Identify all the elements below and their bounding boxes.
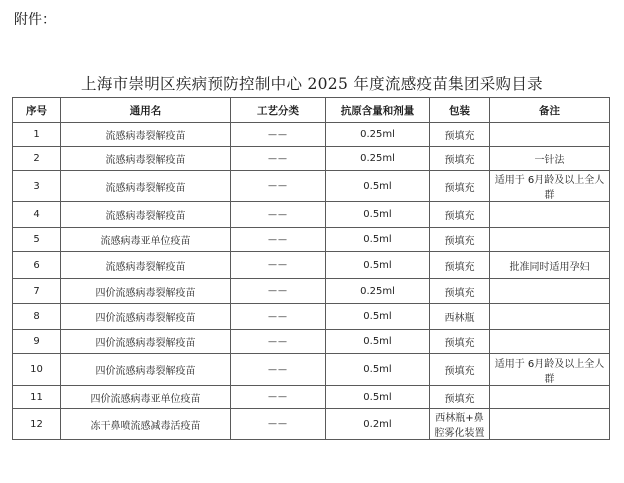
package-type-cell: 预填充 [430, 228, 490, 252]
vaccine-name-cell: 四价流感病毒裂解疫苗 [61, 330, 231, 354]
row-number-cell: 6 [13, 252, 61, 279]
vaccine-name-cell: 流感病毒裂解疫苗 [61, 252, 231, 279]
table-row [13, 304, 610, 330]
notes-cell: 适用于 6月龄及以上全人群 [490, 171, 610, 202]
header-notes: 备注 [490, 98, 610, 123]
process-class-cell: —— [231, 304, 326, 330]
row-number-cell: 5 [13, 228, 61, 252]
antigen-dose-cell: 0.25ml [326, 123, 430, 147]
antigen-dose-cell: 0.5ml [326, 171, 430, 202]
row-number-cell: 12 [13, 409, 61, 440]
antigen-dose-cell: 0.5ml [326, 330, 430, 354]
header-no: 序号 [13, 98, 61, 123]
notes-cell [490, 228, 610, 252]
vaccine-name-cell: 四价流感病毒裂解疫苗 [61, 354, 231, 386]
package-type-cell: 预填充 [430, 354, 490, 386]
package-type-cell: 预填充 [430, 123, 490, 147]
table-header-row [13, 98, 610, 123]
antigen-dose-cell: 0.25ml [326, 147, 430, 171]
row-number-cell: 11 [13, 386, 61, 409]
antigen-dose-cell: 0.5ml [326, 354, 430, 386]
notes-cell [490, 330, 610, 354]
package-type-cell: 预填充 [430, 252, 490, 279]
package-type-cell: 预填充 [430, 330, 490, 354]
table-row [13, 252, 610, 279]
row-number-cell: 3 [13, 171, 61, 202]
vaccine-name-cell: 四价流感病毒裂解疫苗 [61, 304, 231, 330]
table-row [13, 330, 610, 354]
process-class-cell: —— [231, 228, 326, 252]
vaccine-name-cell: 四价流感病毒亚单位疫苗 [61, 386, 231, 409]
table-row [13, 123, 610, 147]
vaccine-name-cell: 流感病毒裂解疫苗 [61, 147, 231, 171]
header-dose: 抗原含量和剂量 [326, 98, 430, 123]
table-row [13, 228, 610, 252]
table-row [13, 202, 610, 228]
package-type-cell: 预填充 [430, 386, 490, 409]
table-row [13, 279, 610, 304]
antigen-dose-cell: 0.5ml [326, 252, 430, 279]
package-type-cell: 西林瓶 [430, 304, 490, 330]
table-row [13, 386, 610, 409]
notes-cell [490, 409, 610, 440]
header-name: 通用名 [61, 98, 231, 123]
package-type-cell: 预填充 [430, 147, 490, 171]
process-class-cell: —— [231, 123, 326, 147]
antigen-dose-cell: 0.2ml [326, 409, 430, 440]
vaccine-name-cell: 流感病毒裂解疫苗 [61, 202, 231, 228]
document-title: 上海市崇明区疾病预防控制中心 2025 年度流感疫苗集团采购目录 [81, 75, 543, 93]
notes-cell: 批准同时适用孕妇 [490, 252, 610, 279]
table-row [13, 147, 610, 171]
row-number-cell: 8 [13, 304, 61, 330]
process-class-cell: —— [231, 354, 326, 386]
row-number-cell: 7 [13, 279, 61, 304]
package-type-cell: 预填充 [430, 202, 490, 228]
row-number-cell: 1 [13, 123, 61, 147]
notes-cell [490, 279, 610, 304]
package-type-cell: 预填充 [430, 171, 490, 202]
row-number-cell: 4 [13, 202, 61, 228]
vaccine-name-cell: 流感病毒裂解疫苗 [61, 123, 231, 147]
process-class-cell: —— [231, 386, 326, 409]
antigen-dose-cell: 0.5ml [326, 202, 430, 228]
header-package: 包装 [430, 98, 490, 123]
vaccine-name-cell: 四价流感病毒裂解疫苗 [61, 279, 231, 304]
package-type-cell: 西林瓶+鼻腔雾化装置 [430, 409, 490, 440]
antigen-dose-cell: 0.5ml [326, 304, 430, 330]
vaccine-catalog-table [12, 97, 610, 440]
process-class-cell: —— [231, 202, 326, 228]
row-number-cell: 10 [13, 354, 61, 386]
row-number-cell: 2 [13, 147, 61, 171]
antigen-dose-cell: 0.25ml [326, 279, 430, 304]
table-row [13, 354, 610, 386]
antigen-dose-cell: 0.5ml [326, 386, 430, 409]
table-row [13, 409, 610, 440]
process-class-cell: —— [231, 252, 326, 279]
vaccine-name-cell: 流感病毒亚单位疫苗 [61, 228, 231, 252]
process-class-cell: —— [231, 147, 326, 171]
vaccine-name-cell: 冻干鼻喷流感减毒活疫苗 [61, 409, 231, 440]
table-row [13, 171, 610, 202]
header-process: 工艺分类 [231, 98, 326, 123]
package-type-cell: 预填充 [430, 279, 490, 304]
process-class-cell: —— [231, 279, 326, 304]
attachment-label: 附件： [14, 12, 56, 28]
notes-cell [490, 304, 610, 330]
vaccine-name-cell: 流感病毒裂解疫苗 [61, 171, 231, 202]
notes-cell [490, 202, 610, 228]
process-class-cell: —— [231, 330, 326, 354]
notes-cell: 适用于 6月龄及以上全人群 [490, 354, 610, 386]
row-number-cell: 9 [13, 330, 61, 354]
process-class-cell: —— [231, 409, 326, 440]
notes-cell [490, 123, 610, 147]
process-class-cell: —— [231, 171, 326, 202]
notes-cell [490, 386, 610, 409]
notes-cell: 一针法 [490, 147, 610, 171]
antigen-dose-cell: 0.5ml [326, 228, 430, 252]
